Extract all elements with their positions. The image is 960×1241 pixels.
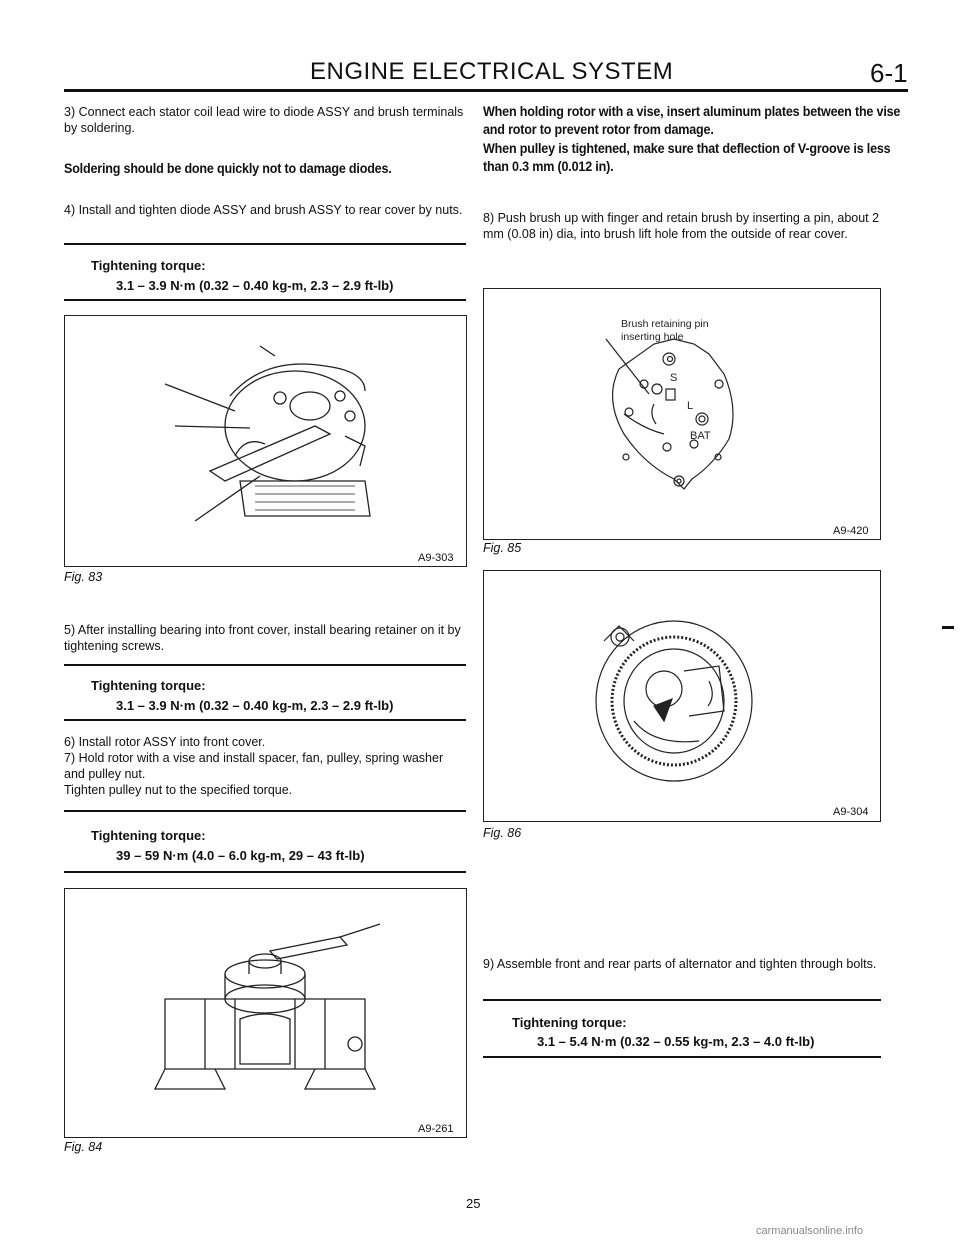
step-3-note: Soldering should be done quickly not to damage diodes. [64,161,392,176]
alternator-wrench-illustration [65,316,465,565]
torque-1-rule-bottom [64,299,466,301]
torque-1-label: Tightening torque: [91,258,206,273]
step-6-text: 6) Install rotor ASSY into front cover. [64,735,266,749]
torque-3-rule-bottom [64,871,466,873]
torque-4-rule-bottom [483,1056,881,1058]
terminal-l-label: L [687,400,694,412]
step-7-text: 7) Hold rotor with a vise and install spacer, fan, pulley, spring washer and pulley nut. [64,751,444,781]
figure-86-code: A9-304 [833,806,869,818]
torque-1-rule-top [64,243,466,245]
torque-2-value: 3.1 – 3.9 N·m (0.32 – 0.40 kg-m, 2.3 – 2.9 ft-lb) [116,698,394,713]
vise-caution-note: When holding rotor with a vise, insert aluminum plates between the vise and rotor to prevent rotor from damage. [483,104,901,137]
step-5-text: 5) After installing bearing into front cover, install bearing retainer on it by tightening screws. [64,623,461,653]
terminal-bat-label: BAT [690,430,711,442]
step-4-text: 4) Install and tighten diode ASSY and brush ASSY to rear cover by nuts. [64,203,463,217]
figure-86-caption: Fig. 86 [483,826,522,840]
torque-1-value: 3.1 – 3.9 N·m (0.32 – 0.40 kg-m, 2.3 – 2.9 ft-lb) [116,278,394,293]
alternator-rear-illustration [484,571,879,820]
fig85-callout-line1: Brush retaining pin [621,318,709,330]
figure-84-caption: Fig. 84 [64,1140,103,1154]
figure-85-caption: Fig. 85 [483,541,522,555]
terminal-s-label: S [670,372,678,384]
header-rule [64,89,908,92]
page-section-number: 6-1 [870,58,908,88]
torque-4-value: 3.1 – 5.4 N·m (0.32 – 0.55 kg-m, 2.3 – 4.0 ft-lb) [537,1034,815,1049]
step-9-text: 9) Assemble front and rear parts of alternator and tighten through bolts. [483,957,877,971]
step-7-instruction: Tighten pulley nut to the specified torque. [64,783,293,797]
torque-4-rule-top [483,999,881,1001]
step-3-text: 3) Connect each stator coil lead wire to diode ASSY and brush terminals by soldering. [64,105,464,135]
figure-86-box [483,570,881,822]
vise-pulley-illustration [65,889,465,1136]
page-number: 25 [466,1196,481,1211]
watermark-text: carmanualsonline.info [756,1225,864,1237]
torque-3-value: 39 – 59 N·m (4.0 – 6.0 kg-m, 29 – 43 ft-lb) [116,848,365,863]
figure-83-caption: Fig. 83 [64,570,103,584]
torque-4-label: Tightening torque: [512,1015,627,1030]
figure-83-code: A9-303 [418,552,454,564]
figure-84-box [64,888,467,1138]
torque-3-rule-top [64,810,466,812]
rear-cover-diagram [484,289,879,538]
figure-85-box [483,288,881,540]
figure-83-box [64,315,467,567]
figure-84-code: A9-261 [418,1123,454,1135]
step-8-text: 8) Push brush up with finger and retain brush by inserting a pin, about 2 mm (0.08 in) dia, into brush lift hole from the outside of rear cover. [483,211,880,241]
figure-85-code: A9-420 [833,525,869,537]
torque-2-rule-bottom [64,719,466,721]
torque-2-rule-top [64,664,466,666]
torque-2-label: Tightening torque: [91,678,206,693]
page-header-title: ENGINE ELECTRICAL SYSTEM [310,58,674,85]
margin-mark [942,626,954,629]
fig85-callout-line2: inserting hole [621,331,684,343]
v-groove-caution-note: When pulley is tightened, make sure that deflection of V-groove is less than 0.3 mm (0.012 in). [483,141,891,174]
torque-3-label: Tightening torque: [91,828,206,843]
